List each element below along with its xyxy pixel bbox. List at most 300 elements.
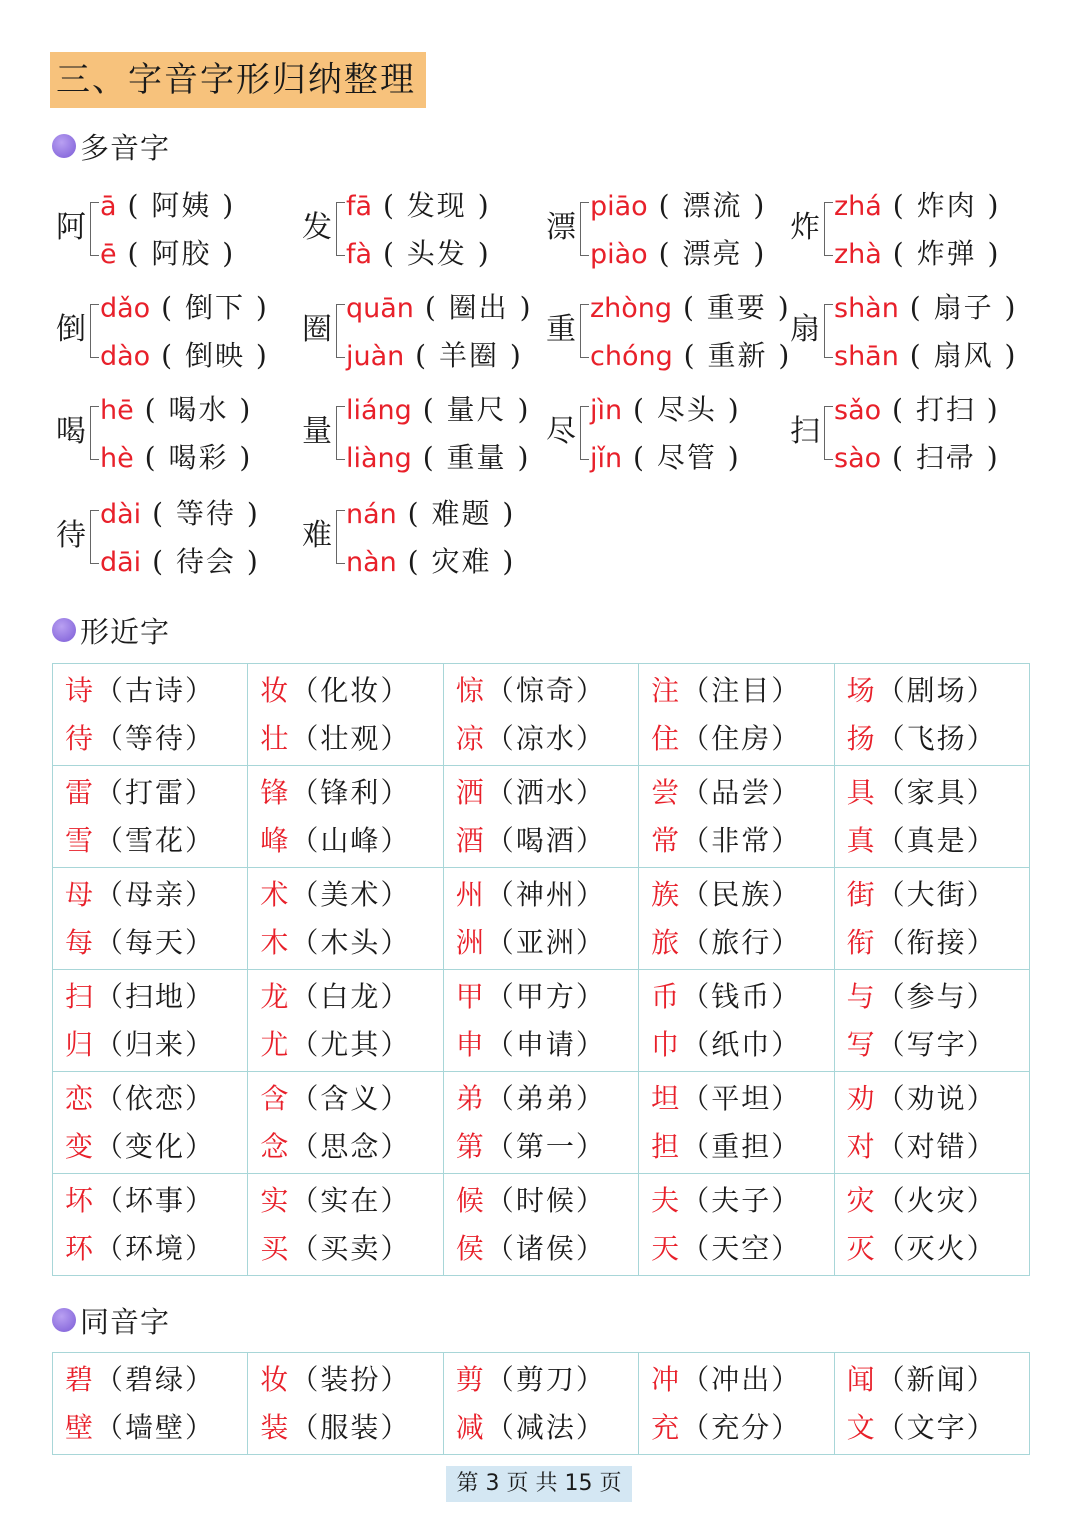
example-word: 惊奇 [515, 673, 576, 707]
example-word: 墙壁 [125, 1410, 186, 1444]
polyphonic-group [790, 178, 1030, 278]
char-pair: 酒（喝酒） [455, 823, 606, 857]
table-cell [248, 1353, 443, 1455]
char-pair: 第（第一） [455, 1129, 606, 1163]
example-word: 山峰 [320, 823, 381, 857]
pinyin: liáng [346, 395, 412, 426]
example-word: 美术 [320, 877, 381, 911]
char-pair: 天（天空） [651, 1231, 802, 1265]
example-word: 环境 [125, 1231, 186, 1265]
target-char: 写 [846, 1027, 877, 1061]
char-pair: 待（等待） [65, 721, 216, 755]
example-word: 诸侯 [515, 1231, 576, 1265]
example-word: 扇风 [933, 339, 994, 372]
char-pair: 坦（平坦） [651, 1081, 802, 1115]
bracket-icon [824, 406, 833, 460]
example-word: 量尺 [446, 393, 507, 426]
example-word: 剧场 [906, 673, 967, 707]
target-char: 雷 [65, 775, 96, 809]
reading-line: ā ( 阿姨 ) [100, 189, 236, 222]
reading-line: jǐn ( 尽管 ) [590, 441, 741, 474]
target-char: 对 [846, 1129, 877, 1163]
polyphonic-char: 重 [546, 312, 576, 347]
char-pair: 夫（夫子） [651, 1183, 802, 1217]
char-pair: 实（实在） [260, 1183, 411, 1217]
char-pair: 街（大街） [846, 877, 997, 911]
example-word: 写字 [906, 1027, 967, 1061]
pinyin: dào [100, 341, 151, 372]
reading-line: nán ( 难题 ) [346, 497, 516, 530]
char-pair: 衔（衔接） [846, 925, 997, 959]
bullet-dot-icon [52, 1308, 76, 1332]
table-cell [443, 1174, 638, 1276]
example-word: 依恋 [125, 1081, 186, 1115]
polyphonic-char: 扇 [790, 312, 820, 347]
example-word: 碧绿 [125, 1362, 186, 1396]
char-pair: 候（时候） [455, 1183, 606, 1217]
target-char: 壮 [260, 721, 291, 755]
example-word: 喝彩 [168, 441, 229, 474]
char-pair: 剪（剪刀） [455, 1362, 606, 1396]
polyphonic-char: 喝 [56, 414, 86, 449]
polyphonic-char: 漂 [546, 210, 576, 245]
example-word: 等待 [125, 721, 186, 755]
target-char: 真 [846, 823, 877, 857]
table-cell [834, 970, 1029, 1072]
char-pair: 诗（古诗） [65, 673, 216, 707]
table-cell [834, 766, 1029, 868]
pinyin: jìn [590, 395, 623, 426]
bracket-icon [580, 406, 589, 460]
target-char: 扫 [65, 979, 96, 1013]
example-word: 打雷 [125, 775, 186, 809]
reading-line: dāi ( 待会 ) [100, 545, 260, 578]
reading-line: hè ( 喝彩 ) [100, 441, 253, 474]
pinyin: fà [346, 239, 373, 270]
example-word: 注目 [711, 673, 772, 707]
target-char: 币 [651, 979, 682, 1013]
pinyin: ē [100, 239, 117, 270]
target-char: 归 [65, 1027, 96, 1061]
table-cell [248, 1174, 443, 1276]
pinyin: juàn [346, 341, 405, 372]
pinyin: ā [100, 191, 117, 222]
char-pair: 文（文字） [846, 1410, 997, 1444]
target-char: 甲 [455, 979, 486, 1013]
example-word: 母亲 [125, 877, 186, 911]
example-word: 尽管 [656, 441, 717, 474]
example-word: 炸弹 [916, 237, 977, 270]
table-cell [443, 1353, 638, 1455]
example-word: 扫地 [125, 979, 186, 1013]
polyphonic-group [56, 486, 296, 586]
char-pair: 含（含义） [260, 1081, 411, 1115]
polyphonic-group [302, 486, 542, 586]
bracket-icon [336, 202, 345, 256]
table-cell [53, 664, 248, 766]
char-pair: 惊（惊奇） [455, 673, 606, 707]
example-word: 飞扬 [906, 721, 967, 755]
char-pair: 锋（锋利） [260, 775, 411, 809]
char-pair: 壁（墙壁） [65, 1410, 216, 1444]
target-char: 恋 [65, 1081, 96, 1115]
example-word: 对错 [906, 1129, 967, 1163]
char-pair: 具（家具） [846, 775, 997, 809]
example-word: 甲方 [515, 979, 576, 1013]
example-word: 化妆 [320, 673, 381, 707]
target-char: 变 [65, 1129, 96, 1163]
table-cell [639, 1174, 834, 1276]
target-char: 术 [260, 877, 291, 911]
target-char: 候 [455, 1183, 486, 1217]
homophones-table [52, 1352, 1030, 1455]
reading-line: zhá ( 炸肉 ) [834, 189, 1001, 222]
example-word: 神州 [515, 877, 576, 911]
table-row [53, 1174, 1030, 1276]
char-pair: 担（重担） [651, 1129, 802, 1163]
polyphonic-char: 尽 [546, 414, 576, 449]
table-cell [53, 868, 248, 970]
polyphonic-char: 量 [302, 414, 332, 449]
example-word: 减法 [515, 1410, 576, 1444]
bracket-icon [336, 406, 345, 460]
pinyin: chóng [590, 341, 673, 372]
pinyin: piào [590, 239, 648, 270]
table-cell [248, 664, 443, 766]
table-cell [53, 1174, 248, 1276]
pinyin: dài [100, 499, 142, 530]
target-char: 壁 [65, 1410, 96, 1444]
example-word: 大街 [906, 877, 967, 911]
example-word: 家具 [906, 775, 967, 809]
char-pair: 尤（尤其） [260, 1027, 411, 1061]
target-char: 妆 [260, 673, 291, 707]
char-pair: 峰（山峰） [260, 823, 411, 857]
example-word: 羊圈 [439, 339, 500, 372]
char-pair: 扫（扫地） [65, 979, 216, 1013]
char-pair: 州（神州） [455, 877, 606, 911]
example-word: 打扫 [915, 393, 976, 426]
reading-line: liáng ( 量尺 ) [346, 393, 531, 426]
example-word: 第一 [515, 1129, 576, 1163]
pinyin: nàn [346, 547, 397, 578]
pinyin: liàng [346, 443, 412, 474]
example-word: 装扮 [320, 1362, 381, 1396]
example-word: 买卖 [320, 1231, 381, 1265]
example-word: 变化 [125, 1129, 186, 1163]
reading-line: shàn ( 扇子 ) [834, 291, 1018, 324]
reading-line: sào ( 扫帚 ) [834, 441, 1000, 474]
target-char: 场 [846, 673, 877, 707]
table-cell [834, 868, 1029, 970]
reading-line: nàn ( 灾难 ) [346, 545, 516, 578]
example-word: 充分 [711, 1410, 772, 1444]
section-heading-homophone [52, 1300, 170, 1340]
example-word: 归来 [125, 1027, 186, 1061]
char-pair: 旅（旅行） [651, 925, 802, 959]
table-cell [53, 766, 248, 868]
target-char: 母 [65, 877, 96, 911]
page-number: 第 3 页 共 15 页 [446, 1466, 632, 1502]
example-word: 凉水 [515, 721, 576, 755]
target-char: 买 [260, 1231, 291, 1265]
example-word: 天空 [711, 1231, 772, 1265]
example-word: 冲出 [711, 1362, 772, 1396]
polyphonic-group [546, 280, 792, 380]
table-cell [639, 1353, 834, 1455]
bracket-icon [90, 510, 99, 564]
example-word: 真是 [906, 823, 967, 857]
target-char: 州 [455, 877, 486, 911]
example-word: 亚洲 [515, 925, 576, 959]
reading-line: jìn ( 尽头 ) [590, 393, 741, 426]
target-char: 实 [260, 1183, 291, 1217]
table-row [53, 664, 1030, 766]
target-char: 族 [651, 877, 682, 911]
bracket-icon [580, 304, 589, 358]
char-pair: 劝（劝说） [846, 1081, 997, 1115]
example-word: 劝说 [906, 1081, 967, 1115]
example-word: 古诗 [125, 673, 186, 707]
target-char: 巾 [651, 1027, 682, 1061]
char-pair: 充（充分） [651, 1410, 802, 1444]
char-pair: 装（服装） [260, 1410, 411, 1444]
char-pair: 币（钱币） [651, 979, 802, 1013]
example-word: 倒映 [184, 339, 245, 372]
example-word: 旅行 [711, 925, 772, 959]
polyphonic-group [302, 280, 542, 380]
example-word: 民族 [711, 877, 772, 911]
target-char: 劝 [846, 1081, 877, 1115]
target-char: 弟 [455, 1081, 486, 1115]
target-char: 担 [651, 1129, 682, 1163]
target-char: 申 [455, 1027, 486, 1061]
bracket-icon [336, 304, 345, 358]
section-label: 形近字 [80, 614, 171, 649]
target-char: 与 [846, 979, 877, 1013]
section-heading-similar [52, 610, 170, 650]
char-pair: 坏（坏事） [65, 1183, 216, 1217]
reading-line: liàng ( 重量 ) [346, 441, 531, 474]
polyphonic-group [790, 382, 1030, 482]
example-word: 弟弟 [515, 1081, 576, 1115]
target-char: 念 [260, 1129, 291, 1163]
polyphonic-char: 待 [56, 518, 86, 553]
bracket-icon [90, 202, 99, 256]
char-pair: 弟（弟弟） [455, 1081, 606, 1115]
example-word: 木头 [320, 925, 381, 959]
example-word: 等待 [175, 497, 236, 530]
reading-line: fà ( 头发 ) [346, 237, 491, 270]
example-word: 锋利 [320, 775, 381, 809]
example-word: 尽头 [656, 393, 717, 426]
example-word: 文字 [906, 1410, 967, 1444]
table-cell [639, 664, 834, 766]
example-word: 非常 [711, 823, 772, 857]
table-row [53, 868, 1030, 970]
reading-line: shān ( 扇风 ) [834, 339, 1018, 372]
example-word: 重量 [446, 441, 507, 474]
char-pair: 归（归来） [65, 1027, 216, 1061]
bracket-icon [90, 304, 99, 358]
example-word: 难题 [431, 497, 492, 530]
example-word: 纸巾 [711, 1027, 772, 1061]
target-char: 闻 [846, 1362, 877, 1396]
target-char: 装 [260, 1410, 291, 1444]
target-char: 扬 [846, 721, 877, 755]
target-char: 注 [651, 673, 682, 707]
pinyin: zhòng [590, 293, 673, 324]
char-pair: 壮（壮观） [260, 721, 411, 755]
pinyin: hè [100, 443, 134, 474]
target-char: 坦 [651, 1081, 682, 1115]
target-char: 木 [260, 925, 291, 959]
reading-line: dài ( 等待 ) [100, 497, 260, 530]
example-word: 雪花 [125, 823, 186, 857]
reading-line: zhòng ( 重要 ) [590, 291, 791, 324]
polyphonic-group [56, 280, 296, 380]
example-word: 倒下 [184, 291, 245, 324]
table-cell [834, 1174, 1029, 1276]
char-pair: 注（注目） [651, 673, 802, 707]
char-pair: 妆（装扮） [260, 1362, 411, 1396]
target-char: 妆 [260, 1362, 291, 1396]
target-char: 文 [846, 1410, 877, 1444]
target-char: 碧 [65, 1362, 96, 1396]
reading-line: fā ( 发现 ) [346, 189, 491, 222]
target-char: 龙 [260, 979, 291, 1013]
section-label: 同音字 [80, 1304, 171, 1339]
char-pair: 尝（品尝） [651, 775, 802, 809]
char-pair: 每（每天） [65, 925, 216, 959]
target-char: 含 [260, 1081, 291, 1115]
table-cell [248, 766, 443, 868]
reading-line: juàn ( 羊圈 ) [346, 339, 523, 372]
table-cell [443, 970, 638, 1072]
table-cell [443, 664, 638, 766]
pinyin: hē [100, 395, 134, 426]
polyphonic-list [56, 178, 1036, 588]
example-word: 实在 [320, 1183, 381, 1217]
target-char: 洒 [455, 775, 486, 809]
example-word: 服装 [320, 1410, 381, 1444]
polyphonic-group [302, 178, 542, 278]
reading-line: dào ( 倒映 ) [100, 339, 269, 372]
char-pair: 木（木头） [260, 925, 411, 959]
pinyin: dǎo [100, 293, 151, 324]
target-char: 减 [455, 1410, 486, 1444]
bullet-dot-icon [52, 134, 76, 158]
example-word: 每天 [125, 925, 186, 959]
example-word: 壮观 [320, 721, 381, 755]
example-word: 喝水 [168, 393, 229, 426]
char-pair: 侯（诸侯） [455, 1231, 606, 1265]
target-char: 灾 [846, 1183, 877, 1217]
table-row [53, 970, 1030, 1072]
target-char: 常 [651, 823, 682, 857]
polyphonic-group [546, 382, 786, 482]
pinyin: jǐn [590, 443, 623, 474]
reading-line: zhà ( 炸弹 ) [834, 237, 1001, 270]
target-char: 剪 [455, 1362, 486, 1396]
example-word: 发现 [406, 189, 467, 222]
polyphonic-char: 炸 [790, 210, 820, 245]
target-char: 诗 [65, 673, 96, 707]
bracket-icon [336, 510, 345, 564]
example-word: 阿胶 [151, 237, 212, 270]
char-pair: 恋（依恋） [65, 1081, 216, 1115]
example-word: 火灾 [906, 1183, 967, 1217]
example-word: 洒水 [515, 775, 576, 809]
target-char: 待 [65, 721, 96, 755]
table-cell [443, 1072, 638, 1174]
target-char: 洲 [455, 925, 486, 959]
target-char: 充 [651, 1410, 682, 1444]
table-row [53, 1353, 1030, 1455]
char-pair: 常（非常） [651, 823, 802, 857]
polyphonic-char: 倒 [56, 312, 86, 347]
example-word: 申请 [515, 1027, 576, 1061]
target-char: 惊 [455, 673, 486, 707]
example-word: 白龙 [320, 979, 381, 1013]
char-pair: 变（变化） [65, 1129, 216, 1163]
table-cell [639, 970, 834, 1072]
char-pair: 灾（火灾） [846, 1183, 997, 1217]
example-word: 待会 [175, 545, 236, 578]
example-word: 灭火 [906, 1231, 967, 1265]
char-pair: 冲（冲出） [651, 1362, 802, 1396]
target-char: 天 [651, 1231, 682, 1265]
reading-line: piāo ( 漂流 ) [590, 189, 767, 222]
reading-line: hē ( 喝水 ) [100, 393, 253, 426]
pinyin: quān [346, 293, 414, 324]
target-char: 侯 [455, 1231, 486, 1265]
reading-line: sǎo ( 打扫 ) [834, 393, 1000, 426]
table-cell [443, 766, 638, 868]
table-cell [53, 970, 248, 1072]
char-pair: 族（民族） [651, 877, 802, 911]
char-pair: 减（减法） [455, 1410, 606, 1444]
polyphonic-char: 难 [302, 518, 332, 553]
table-row [53, 1072, 1030, 1174]
target-char: 尤 [260, 1027, 291, 1061]
pinyin: shàn [834, 293, 899, 324]
char-pair: 巾（纸巾） [651, 1027, 802, 1061]
pinyin: sǎo [834, 395, 882, 426]
example-word: 喝酒 [515, 823, 576, 857]
target-char: 环 [65, 1231, 96, 1265]
char-pair: 雪（雪花） [65, 823, 216, 857]
target-char: 冲 [651, 1362, 682, 1396]
example-word: 漂亮 [682, 237, 743, 270]
example-word: 漂流 [682, 189, 743, 222]
section-heading-polyphonic [52, 126, 170, 166]
polyphonic-group [302, 382, 542, 482]
char-pair: 洒（洒水） [455, 775, 606, 809]
char-pair: 写（写字） [846, 1027, 997, 1061]
polyphonic-group [56, 382, 296, 482]
example-word: 衔接 [906, 925, 967, 959]
table-cell [639, 766, 834, 868]
char-pair: 对（对错） [846, 1129, 997, 1163]
bullet-dot-icon [52, 618, 76, 642]
target-char: 夫 [651, 1183, 682, 1217]
similar-chars-table [52, 663, 1030, 1276]
example-word: 重要 [706, 291, 767, 324]
char-pair: 扬（飞扬） [846, 721, 997, 755]
example-word: 重新 [707, 339, 768, 372]
example-word: 剪刀 [515, 1362, 576, 1396]
